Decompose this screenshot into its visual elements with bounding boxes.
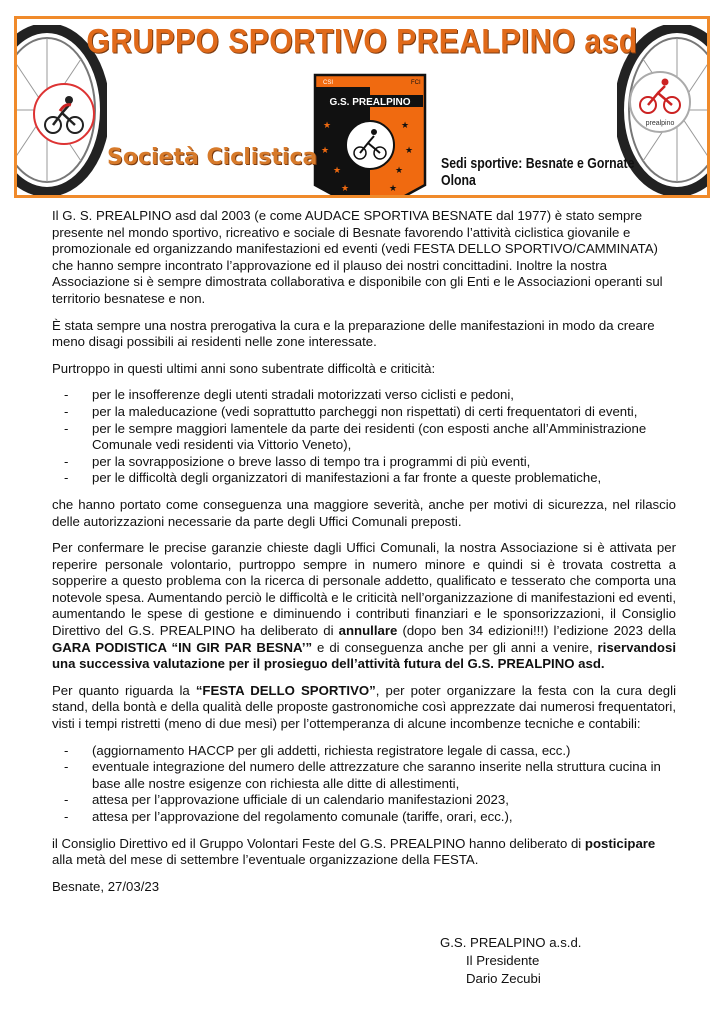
bold-festa-name: “FESTA DELLO SPORTIVO” <box>195 682 376 698</box>
list-item: - (aggiornamento HACCP per gli addetti, richiesta registratore legale di cassa, ecc.) <box>52 743 676 760</box>
paragraph-difficulties: Purtroppo in questi ultimi anni sono subentrate difficoltà e criticità: <box>52 360 436 376</box>
right-logo-text: prealpino <box>645 120 675 127</box>
svg-text:★: ★ <box>341 183 350 193</box>
signature-name: Dario Zecubi <box>466 971 541 986</box>
bold-race-name: GARA PODISTICA “IN GIR PAR BESNA’” <box>52 639 313 655</box>
svg-text:★: ★ <box>405 145 414 155</box>
text-span: Per quanto riguarda la <box>52 682 196 698</box>
cyclist-logo-right <box>629 71 691 133</box>
list-item: - per le difficoltà degli organizzatori di manifestazioni a far fronte a queste problematiche, <box>52 470 676 487</box>
list-item: - attesa per l’approvazione ufficiale di un calendario manifestazioni 2023, <box>52 792 676 809</box>
svg-text:★: ★ <box>321 145 330 155</box>
cyclist-red-icon <box>631 73 689 131</box>
cyclist-icon <box>35 85 93 143</box>
paragraph-cancellation <box>52 540 676 673</box>
svg-text:★: ★ <box>323 120 332 130</box>
svg-text:★: ★ <box>389 183 398 193</box>
paragraph-consequence: che hanno portato come conseguenza una maggiore severità, anche per motivi di sicurezza, nel rilascio delle autorizzazioni necessarie da parte degli Uffici Comunali preposti. <box>52 496 676 529</box>
signature-org: G.S. PREALPINO a.s.d. <box>440 935 582 950</box>
list-item: - eventuale integrazione del numero delle attrezzature che saranno inserite nella struttura cucina in base alle nostre esigenze con richiesta alle ditte di allestimenti, <box>52 759 676 792</box>
cyclist-logo-left <box>33 83 95 145</box>
paragraph-prerogative: È stata sempre una nostra prerogativa la cura e la preparazione delle manifestazioni in modo da creare meno disagi possibili ai residenti nelle zone interessate. <box>52 317 655 350</box>
header-banner <box>14 16 710 207</box>
letter-date: Besnate, 27/03/23 <box>52 878 160 894</box>
list-item: - per la sovrapposizione o breve lasso di tempo tra i programmi di più eventi, <box>52 454 676 471</box>
list-item: - per le sempre maggiori lamentele da parte dei residenti (con esposti anche all’Amministrazione Comunale vedi residenti via Vittorio Veneto), <box>52 421 676 454</box>
venues-text: Sedi sportive: Besnate e Gornate Olona <box>441 155 635 189</box>
svg-text:★: ★ <box>333 165 342 175</box>
list-item: - per la maleducazione (vedi soprattutto parcheggi non rispettati) di certi frequentatori di eventi, <box>52 404 676 421</box>
bold-annullare: annullare <box>338 623 398 639</box>
signature-role: Il Presidente <box>466 953 540 968</box>
pennant-label: G.S. PREALPINO <box>329 97 411 108</box>
paragraph-festa <box>52 683 676 733</box>
text-span: (dopo ben 34 edizioni!!!) l’edizione 2023 della <box>397 623 676 639</box>
bold-posticipare: posticipare <box>584 835 656 851</box>
svg-text:★: ★ <box>401 120 410 130</box>
list-item: - attesa per l’approvazione del regolamento comunale (tariffe, orari, ecc.), <box>52 809 676 826</box>
text-span: alla metà del mese di settembre l’eventuale organizzazione della FESTA. <box>52 852 479 868</box>
letter-body <box>52 208 676 905</box>
paragraph-intro: Il G. S. PREALPINO asd dal 2003 (e come AUDACE SPORTIVA BESNATE dal 1977) è stato sempre presente nel mondo sportivo, ricreativo e sociale di Besnate favorendo l’attività ciclistica giovanile e promozionale ed organizzando manifestazioni ed eventi (vedi FESTA DELLO SPORTIVO/CAMMINATA) che hanno sempre incontrato l’approvazione ed il plauso dei nostri concittadini. Inoltre la nostra Associazione si è sempre dimostrata collaborativa e disponibile con gli Enti e le Associazioni operanti sul territorio besnatese e non. <box>52 208 663 306</box>
difficulties-list <box>52 387 676 487</box>
pennant-top-right: FCI <box>411 80 421 86</box>
club-pennant-logo: G.S. PREALPINO CSI FCI ★★ ★★ ★★ ★★ 2003 <box>313 73 427 198</box>
paragraph-postpone <box>52 836 676 869</box>
signature-block <box>440 934 581 988</box>
subtitle: Società Ciclistica <box>107 145 318 170</box>
bold-reservation: riservandosi una successiva valutazione per il prosieguo dell’attività futura del G.S. PREALPINO asd. <box>52 639 676 672</box>
text-span: Per confermare le precise garanzie chieste dagli Uffici Comunali, la nostra Associazione si è attivata per reperire personale volontario, purtroppo sempre in numero minore e quindi si è trovata costretta a sopperire a questo problema con la ricerca di personale addetto, qualificato e tesserato che comporta una notevole spesa. Aumentando perciò le difficoltà e le criticità nell’organizzazione di manifestazioni ed eventi, aumentando le spese di gestione e diminuendo i contributi finanziari e le sponsorizzazioni, il Consiglio Direttivo del G.S. PREALPINO ha deliberato di <box>52 540 676 639</box>
text-span: , per poter organizzare la festa con la cura degli stand, della bontà e della qualità delle proposte gastronomiche così apprezzate dai numerosi frequentatori, visti i tempi ristretti (meno di due mesi) per l’ottemperanza di alcune incombenze tecniche e contabili: <box>52 682 677 732</box>
pennant-top-left: CSI <box>323 80 334 86</box>
list-item: - per le insofferenze degli utenti stradali motorizzati verso ciclisti e pedoni, <box>52 387 676 404</box>
requirements-list <box>52 743 676 826</box>
svg-text:★: ★ <box>395 165 404 175</box>
page-title: GRUPPO SPORTIVO PREALPINO asd <box>86 22 638 61</box>
text-span: il Consiglio Direttivo ed il Gruppo Volontari Feste del G.S. PREALPINO hanno deliberato di <box>52 835 585 851</box>
text-span: e di conseguenza anche per gli anni a venire, <box>312 639 598 655</box>
